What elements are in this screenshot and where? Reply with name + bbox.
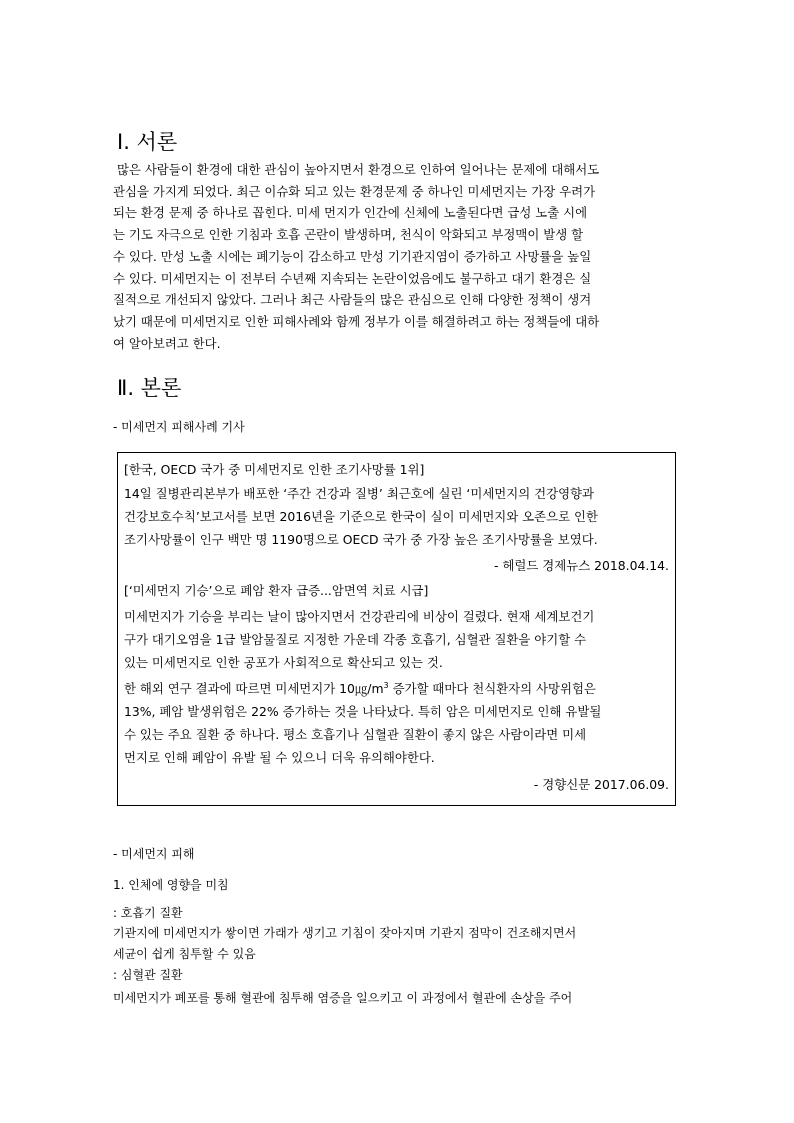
article-box (117, 452, 676, 806)
article1-source: - 헤럴드 경제뉴스 2018.04.14. (494, 558, 669, 573)
article2-line: 구가 대기오염을 1급 발암물질로 지정한 가운데 각종 호흡기, 심혈관 질환을 야기할 수 (124, 632, 587, 647)
intro-line: 많은 사람들이 환경에 대한 관심이 높아지면서 환경으로 인하여 일어나는 문제에 대해서도 (113, 162, 600, 177)
intro-heading: Ⅰ. 서론 (117, 130, 178, 154)
intro-line: 났기 때문에 미세먼지로 인한 피해사례와 함께 정부가 이를 해결하려고 하는 정책들에 대하 (113, 313, 600, 329)
article2-line: 13%, 폐암 발생위험은 22% 증가하는 것을 나타났다. 특히 암은 미세먼지로 인해 유발될 (124, 704, 602, 719)
article1-line: 건강보호수칙’보고서를 보면 2016년을 기준으로 한국이 실이 미세먼지와 오존으로 인한 (124, 509, 598, 524)
article2-line: 먼지로 인해 폐암이 유발 될 수 있으니 더욱 유의해야한다. (124, 750, 435, 765)
intro-line: 수 있다. 미세먼지는 이 전부터 수년째 지속되는 논란이었음에도 불구하고 대기 환경은 실 (113, 270, 592, 286)
article2-unit-before: 한 해외 연구 결과에 따르면 미세먼지가 10㎍/m (124, 681, 384, 696)
article2-unit-line (124, 678, 669, 700)
section-title-damage-cases: - 미세먼지 피해사례 기사 (113, 420, 245, 434)
article2-line: 수 있는 주요 질환 중 하나다. 평소 호흡기나 심혈관 질환이 좋지 않은 사람이라면 미세 (124, 727, 587, 742)
intro-line: 되는 환경 문제 중 하나로 꼽힌다. 미세 먼지가 인간에 신체에 노출된다면 급성 노출 시에 (113, 205, 588, 221)
article2-unit-after: 증가할 때마다 천식환자의 사망위험은 (388, 681, 596, 696)
intro-line: 여 알아보려고 한다. (113, 335, 221, 351)
section-title-damage: - 미세먼지 피해 (113, 847, 195, 861)
respiratory-line: 세균이 쉽게 침투할 수 있음 (113, 947, 256, 961)
respiratory-label: : 호흡기 질환 (113, 906, 183, 920)
body-heading: Ⅱ. 본론 (117, 376, 182, 400)
article1-line: 조기사망률이 인구 백만 명 1190명으로 OECD 국가 중 가장 높은 조기사망률을 보였다. (124, 532, 598, 547)
article2-line: 미세먼지가 기승을 부리는 날이 많아지면서 건강관리에 비상이 걸렸다. 현재 세계보건기 (124, 609, 595, 624)
intro-line: 질적으로 개선되지 않았다. 그러나 최근 사람들의 많은 관심으로 인해 다양한 정책이 생겨 (113, 292, 592, 308)
article2-title: [‘미세먼지 기승’으로 폐암 환자 급증...암면역 치료 시급] (124, 583, 429, 598)
article2-line: 있는 미세먼지로 인한 공포가 사회적으로 확산되고 있는 것. (124, 655, 443, 670)
intro-line: 관심을 가지게 되었다. 최근 이슈화 되고 있는 환경문제 중 하나인 미세먼지는 가장 우려가 (113, 183, 596, 199)
cardiovascular-line: 미세먼지가 폐포를 통해 혈관에 침투해 염증을 일으키고 이 과정에서 혈관에 손상을 주어 (113, 991, 573, 1005)
respiratory-line: 기관지에 미세먼지가 쌓이면 가래가 생기고 기침이 잦아지며 기관지 점막이 건조해지면서 (113, 926, 577, 940)
article1-line: 14일 질병관리본부가 배포한 ‘주간 건강과 질병’ 최근호에 실린 ‘미세먼지의 건강영향과 (124, 486, 594, 501)
article2-source: - 경향신문 2017.06.09. (533, 777, 669, 792)
item-human-body: 1. 인체에 영향을 미침 (113, 878, 229, 892)
intro-paragraph (113, 159, 681, 354)
intro-line: 수 있다. 만성 노출 시에는 폐기능이 감소하고 만성 기기관지염이 증가하고 사망률을 높일 (113, 248, 592, 264)
cardiovascular-label: : 심혈관 질환 (113, 968, 183, 982)
cubic-superscript: 3 (383, 680, 389, 690)
article1-title: [한국, OECD 국가 중 미세먼지로 인한 조기사망률 1위] (124, 462, 425, 477)
intro-line: 는 기도 자극으로 인한 기침과 호흡 곤란이 발생하며, 천식이 악화되고 부정맥이 발생 할 (113, 227, 584, 243)
